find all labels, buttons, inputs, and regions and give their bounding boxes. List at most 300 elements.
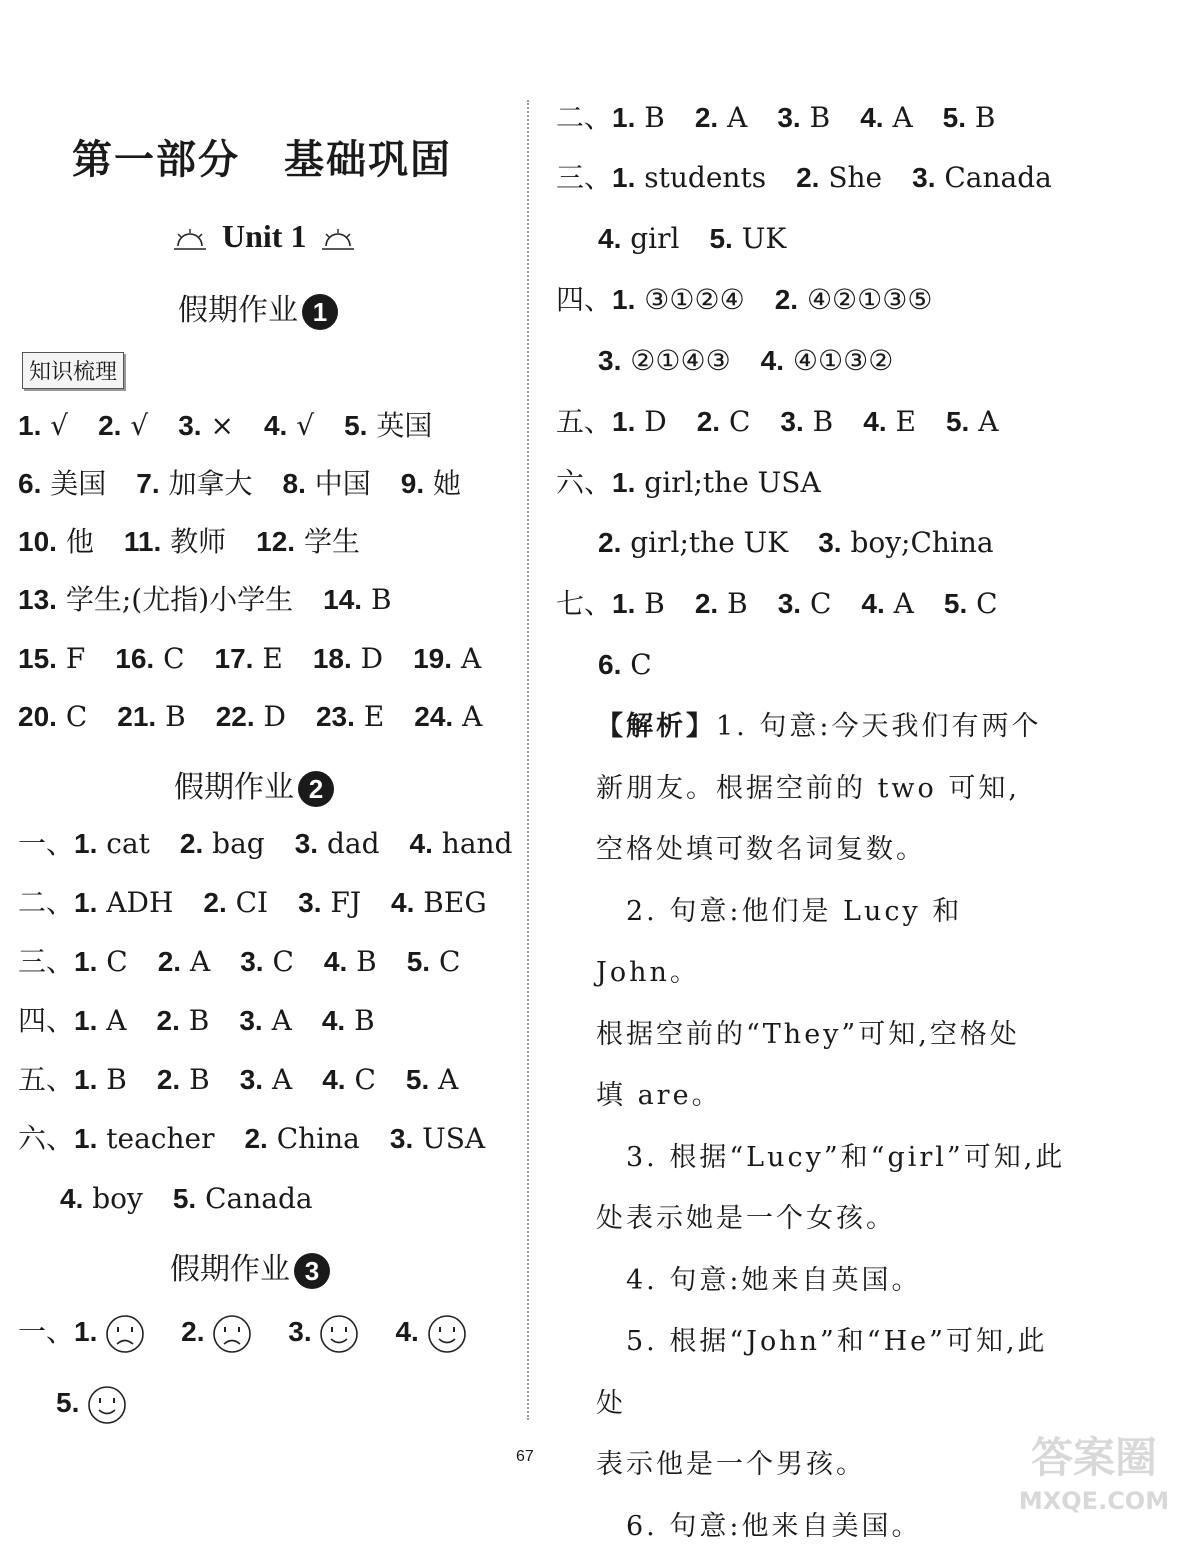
answer-value: B <box>156 700 185 733</box>
answer-item <box>215 641 283 677</box>
question-number: 3. <box>780 406 803 437</box>
right-column-row <box>556 586 998 622</box>
question-number: 10. <box>18 526 57 557</box>
answer-value: 中国 <box>306 467 371 500</box>
answer-item <box>761 343 894 379</box>
answer-value: 英国 <box>367 409 432 442</box>
analysis-line: 空格处填可数名词复数。 <box>596 819 1066 881</box>
answer-value: √ <box>287 409 314 442</box>
homework-1-row <box>18 582 392 618</box>
sad-face-icon <box>105 1314 145 1354</box>
homework-2-row <box>18 1003 375 1039</box>
answer-value: 学生;(尤指)小学生 <box>57 583 293 616</box>
homework-1-row <box>18 408 432 444</box>
answer-item <box>612 100 665 136</box>
question-number: 4. <box>264 410 287 441</box>
answer-value: ②①④③ <box>621 344 730 377</box>
section-prefix: 一、 <box>18 1315 74 1348</box>
analysis-line: 表示他是一个男孩。 <box>596 1434 1066 1496</box>
question-number: 3. <box>295 828 318 859</box>
answer-item <box>322 1062 376 1098</box>
answer-item <box>264 408 314 444</box>
analysis-line: 填 are。 <box>596 1065 1066 1127</box>
answer-value: USA <box>413 1122 485 1155</box>
happy-face-icon <box>319 1314 359 1354</box>
answer-item <box>391 885 487 921</box>
section-prefix: 一、 <box>18 827 74 860</box>
answer-value: students <box>635 161 766 194</box>
answer-value: ③①②④ <box>635 283 744 316</box>
homework-1-heading <box>178 285 338 330</box>
question-number: 21. <box>117 701 156 732</box>
sad-face-icon <box>212 1314 252 1354</box>
homework-number-badge: 1 <box>302 294 338 330</box>
question-number: 5. <box>407 946 430 977</box>
question-number: 5. <box>946 406 969 437</box>
answer-item <box>780 404 833 440</box>
answer-item <box>74 1121 214 1157</box>
answer-item <box>695 100 747 136</box>
question-number: 5. <box>406 1064 429 1095</box>
answer-item <box>256 524 360 560</box>
answer-item <box>240 944 294 980</box>
answer-value: ④①③② <box>784 344 893 377</box>
question-number: 14. <box>323 584 362 615</box>
question-number: 3. <box>178 410 201 441</box>
question-number: 8. <box>283 468 306 499</box>
homework-1-row <box>18 641 481 677</box>
question-number: 6. <box>18 468 41 499</box>
knowledge-section-tag: 知识梳理 <box>22 352 124 389</box>
answer-value: D <box>255 700 286 733</box>
answer-value: dad <box>318 827 379 860</box>
question-number: 7. <box>136 468 159 499</box>
answer-item <box>598 647 652 683</box>
question-number: 3. <box>777 102 800 133</box>
answer-value: She <box>819 161 882 194</box>
answer-item <box>136 466 252 502</box>
answer-value: FJ <box>321 886 361 919</box>
answer-value: 学生 <box>295 525 360 558</box>
answer-value: B <box>180 1063 209 1096</box>
question-number: 24. <box>414 701 453 732</box>
question-number: 1. <box>74 1005 97 1036</box>
part-title-sub: 基础巩固 <box>284 128 452 185</box>
answer-value: 他 <box>57 525 94 558</box>
answer-value: C <box>346 1063 376 1096</box>
answer-value: √ <box>121 409 148 442</box>
question-number: 5. <box>344 410 367 441</box>
analysis-text: 1. 句意:今天我们有两个 <box>716 711 1041 742</box>
question-number: 9. <box>401 468 424 499</box>
answer-item <box>861 586 913 622</box>
answer-item <box>324 944 377 980</box>
answer-value: C <box>154 642 184 675</box>
answer-item <box>18 524 94 560</box>
right-column-row <box>556 282 932 318</box>
question-number: 3. <box>298 887 321 918</box>
answer-value: 美国 <box>41 467 106 500</box>
answer-value: D <box>635 405 666 438</box>
answer-value: × <box>202 409 234 442</box>
homework-number-badge: 2 <box>298 771 334 807</box>
answer-item <box>775 282 933 318</box>
question-number: 1. <box>74 1123 97 1154</box>
homework-2-row <box>18 826 512 862</box>
answer-item <box>777 100 830 136</box>
answer-item <box>74 826 150 862</box>
question-number: 3. <box>240 1064 263 1095</box>
question-number: 4. <box>863 406 886 437</box>
question-number: 1. <box>612 467 635 498</box>
answer-value: bag <box>203 827 264 860</box>
question-number: 2. <box>158 946 181 977</box>
answer-item <box>612 282 745 318</box>
answer-value: girl;the UK <box>621 526 788 559</box>
sun-ornament-icon <box>320 228 356 252</box>
right-column-row <box>556 160 1052 196</box>
answer-value: A <box>452 642 481 675</box>
answer-item <box>203 885 268 921</box>
answer-item <box>115 641 184 677</box>
answer-item <box>18 582 293 618</box>
homework-1-row <box>18 524 360 560</box>
unit-title-text: Unit 1 <box>222 218 306 254</box>
question-number: 16. <box>115 643 154 674</box>
answer-item <box>157 1003 210 1039</box>
answer-value: C <box>430 945 460 978</box>
answer-item <box>244 1121 359 1157</box>
answer-item <box>612 586 665 622</box>
question-number: 2. <box>98 410 121 441</box>
answer-item <box>407 944 461 980</box>
answer-item <box>612 160 766 196</box>
answer-value: E <box>887 405 916 438</box>
answer-item <box>158 944 210 980</box>
question-number: 20. <box>18 701 57 732</box>
section-prefix: 七、 <box>556 587 612 620</box>
answer-item <box>181 1310 252 1354</box>
answer-value: E <box>253 642 282 675</box>
question-number: 1. <box>74 828 97 859</box>
question-number: 4. <box>761 345 784 376</box>
answer-value: B <box>635 101 664 134</box>
homework-3-row <box>18 1310 503 1354</box>
question-number: 2. <box>180 828 203 859</box>
analysis-line: 处表示她是一个女孩。 <box>596 1188 1066 1250</box>
watermark-text: 答案圈 <box>1014 1430 1174 1486</box>
answer-value: A <box>263 1004 292 1037</box>
question-number: 12. <box>256 526 295 557</box>
answer-item <box>598 525 788 561</box>
answer-item <box>295 826 380 862</box>
answer-item <box>18 641 85 677</box>
analysis-line: 2. 句意:他们是 Lucy 和 John。 <box>596 881 1066 1004</box>
answer-value: C <box>720 405 750 438</box>
question-number: 2. <box>157 1064 180 1095</box>
answer-value: hand <box>433 827 513 860</box>
answer-value: cat <box>97 827 150 860</box>
answer-value: boy <box>83 1182 143 1215</box>
answer-value: A <box>718 101 747 134</box>
answer-item <box>74 1003 126 1039</box>
analysis-label: 【解析】 <box>596 711 716 742</box>
question-number: 19. <box>413 643 452 674</box>
section-prefix: 二、 <box>18 886 74 919</box>
answer-value: C <box>264 945 294 978</box>
answer-item <box>180 826 265 862</box>
analysis-line: 6. 句意:他来自美国。 <box>596 1496 1066 1557</box>
homework-number-badge: 3 <box>294 1253 330 1289</box>
answer-item <box>946 404 998 440</box>
answer-item <box>709 221 786 257</box>
answer-value: A <box>885 587 914 620</box>
answer-item <box>18 699 87 735</box>
answer-item <box>395 1310 466 1354</box>
homework-1-row <box>18 466 461 502</box>
answer-item <box>117 699 185 735</box>
section-prefix: 五、 <box>556 405 612 438</box>
answer-item <box>288 1310 359 1354</box>
homework-1-row <box>18 699 482 735</box>
analysis-block <box>596 696 1066 1557</box>
homework-3-heading <box>170 1244 330 1289</box>
analysis-line: 根据空前的“They”可知,空格处 <box>596 1004 1066 1066</box>
question-number: 1. <box>612 284 635 315</box>
analysis-line <box>596 696 1066 758</box>
answer-value: A <box>969 405 998 438</box>
answer-item <box>410 826 513 862</box>
answer-item <box>298 885 361 921</box>
homework-label: 假期作业 <box>178 293 298 328</box>
section-prefix: 四、 <box>556 283 612 316</box>
question-number: 1. <box>74 946 97 977</box>
homework-2-row <box>18 1121 485 1157</box>
answer-value: B <box>635 587 664 620</box>
answer-item <box>216 699 286 735</box>
answer-value: China <box>268 1122 360 1155</box>
answer-item <box>124 524 226 560</box>
column-divider <box>527 100 529 1420</box>
answer-value: B <box>718 587 747 620</box>
answer-value: B <box>966 101 995 134</box>
part-title <box>72 128 452 185</box>
question-number: 4. <box>60 1183 83 1214</box>
answer-item <box>796 160 882 196</box>
answer-item <box>283 466 371 502</box>
question-number: 3. <box>912 162 935 193</box>
analysis-line: 新朋友。根据空前的 two 可知, <box>596 758 1066 820</box>
question-number: 4. <box>324 946 347 977</box>
answer-value: A <box>263 1063 292 1096</box>
question-number: 2. <box>181 1316 212 1347</box>
answer-item <box>414 699 482 735</box>
right-column-row <box>556 404 998 440</box>
question-number: 4. <box>391 887 414 918</box>
answer-value: B <box>804 405 833 438</box>
sun-ornament-icon <box>172 228 208 252</box>
question-number: 3. <box>390 1123 413 1154</box>
question-number: 6. <box>598 649 621 680</box>
question-number: 18. <box>313 643 352 674</box>
answer-item <box>313 641 383 677</box>
question-number: 1. <box>74 887 97 918</box>
answer-value: B <box>801 101 830 134</box>
watermark-url: MXQE.COM <box>1014 1486 1174 1516</box>
question-number: 3. <box>598 345 621 376</box>
answer-item <box>390 1121 485 1157</box>
answer-value: ADH <box>97 886 173 919</box>
answer-value: B <box>180 1004 209 1037</box>
section-prefix: 四、 <box>18 1004 74 1037</box>
answer-item <box>74 1310 145 1354</box>
question-number: 3. <box>818 527 841 558</box>
question-number: 4. <box>598 223 621 254</box>
answer-item <box>322 1003 375 1039</box>
question-number: 4. <box>322 1064 345 1095</box>
analysis-line: 4. 句意:她来自英国。 <box>596 1250 1066 1312</box>
question-number: 3. <box>778 588 801 619</box>
answer-value: F <box>57 642 85 675</box>
answer-item <box>944 586 998 622</box>
answer-value: C <box>621 648 651 681</box>
answer-value: 教师 <box>161 525 226 558</box>
answer-item <box>598 343 731 379</box>
question-number: 2. <box>598 527 621 558</box>
question-number: 2. <box>697 406 720 437</box>
page-number: 67 <box>516 1448 534 1466</box>
question-number: 5. <box>56 1387 87 1418</box>
answer-item <box>239 1003 291 1039</box>
question-number: 2. <box>203 887 226 918</box>
section-prefix: 三、 <box>18 945 74 978</box>
answer-value: A <box>453 700 482 733</box>
homework-label: 假期作业 <box>170 1252 290 1287</box>
answer-item <box>56 1381 127 1425</box>
answer-value: C <box>97 945 127 978</box>
answer-value: B <box>97 1063 126 1096</box>
answer-item <box>612 404 667 440</box>
section-prefix: 三、 <box>556 161 612 194</box>
question-number: 4. <box>861 588 884 619</box>
answer-item <box>18 466 106 502</box>
answer-item <box>316 699 384 735</box>
section-prefix: 六、 <box>556 466 612 499</box>
right-column-row <box>598 343 893 379</box>
answer-value: A <box>429 1063 458 1096</box>
question-number: 15. <box>18 643 57 674</box>
question-number: 5. <box>173 1183 196 1214</box>
question-number: 5. <box>943 102 966 133</box>
homework-label: 假期作业 <box>174 770 294 805</box>
answer-item <box>413 641 481 677</box>
happy-face-icon <box>87 1385 127 1425</box>
section-prefix: 五、 <box>18 1063 74 1096</box>
answer-item <box>598 221 679 257</box>
question-number: 1. <box>612 102 635 133</box>
happy-face-icon <box>427 1314 467 1354</box>
question-number: 1. <box>612 406 635 437</box>
right-column-row <box>598 221 786 257</box>
answer-value: Canada <box>196 1182 312 1215</box>
question-number: 1. <box>74 1316 105 1347</box>
answer-value: A <box>884 101 913 134</box>
answer-item <box>323 582 391 618</box>
answer-item <box>240 1062 292 1098</box>
answer-item <box>178 408 234 444</box>
answer-item <box>173 1181 313 1217</box>
answer-value: C <box>967 587 997 620</box>
answer-value: CI <box>227 886 268 919</box>
homework-3-row <box>56 1381 163 1425</box>
answer-value: teacher <box>97 1122 214 1155</box>
answer-item <box>912 160 1052 196</box>
answer-item <box>818 525 993 561</box>
answer-item <box>697 404 751 440</box>
question-number: 1. <box>18 410 41 441</box>
question-number: 4. <box>322 1005 345 1036</box>
answer-value: B <box>347 945 376 978</box>
answer-item <box>18 408 68 444</box>
question-number: 11. <box>124 526 161 557</box>
question-number: 2. <box>244 1123 267 1154</box>
homework-2-row <box>60 1181 313 1217</box>
question-number: 1. <box>74 1064 97 1095</box>
answer-value: C <box>801 587 831 620</box>
question-number: 23. <box>316 701 355 732</box>
answer-value: girl <box>621 222 679 255</box>
answer-item <box>74 885 173 921</box>
answer-value: boy;China <box>842 526 994 559</box>
answer-item <box>612 465 821 501</box>
right-column-row <box>556 100 996 136</box>
answer-value: B <box>345 1004 374 1037</box>
answer-item <box>74 1062 127 1098</box>
answer-value: B <box>362 583 391 616</box>
answer-item <box>344 408 432 444</box>
answer-item <box>860 100 912 136</box>
answer-item <box>778 586 832 622</box>
question-number: 1. <box>612 588 635 619</box>
answer-value: E <box>355 700 384 733</box>
answer-value: D <box>352 642 383 675</box>
question-number: 3. <box>240 946 263 977</box>
question-number: 13. <box>18 584 57 615</box>
answer-value: C <box>57 700 87 733</box>
answer-item <box>863 404 916 440</box>
answer-value: A <box>97 1004 126 1037</box>
answer-value: 她 <box>424 467 461 500</box>
homework-2-heading <box>174 762 334 807</box>
watermark-logo <box>1014 1430 1174 1516</box>
answer-value: UK <box>733 222 786 255</box>
question-number: 4. <box>410 828 433 859</box>
analysis-line: 5. 根据“John”和“He”可知,此处 <box>596 1311 1066 1434</box>
question-number: 2. <box>695 588 718 619</box>
part-title-main: 第一部分 <box>72 128 240 185</box>
question-number: 17. <box>215 643 254 674</box>
answer-item <box>401 466 461 502</box>
answer-value: Canada <box>935 161 1051 194</box>
question-number: 1. <box>612 162 635 193</box>
answer-value: √ <box>41 409 68 442</box>
question-number: 4. <box>860 102 883 133</box>
question-number: 2. <box>157 1005 180 1036</box>
section-prefix: 二、 <box>556 101 612 134</box>
question-number: 3. <box>239 1005 262 1036</box>
question-number: 2. <box>775 284 798 315</box>
question-number: 2. <box>796 162 819 193</box>
